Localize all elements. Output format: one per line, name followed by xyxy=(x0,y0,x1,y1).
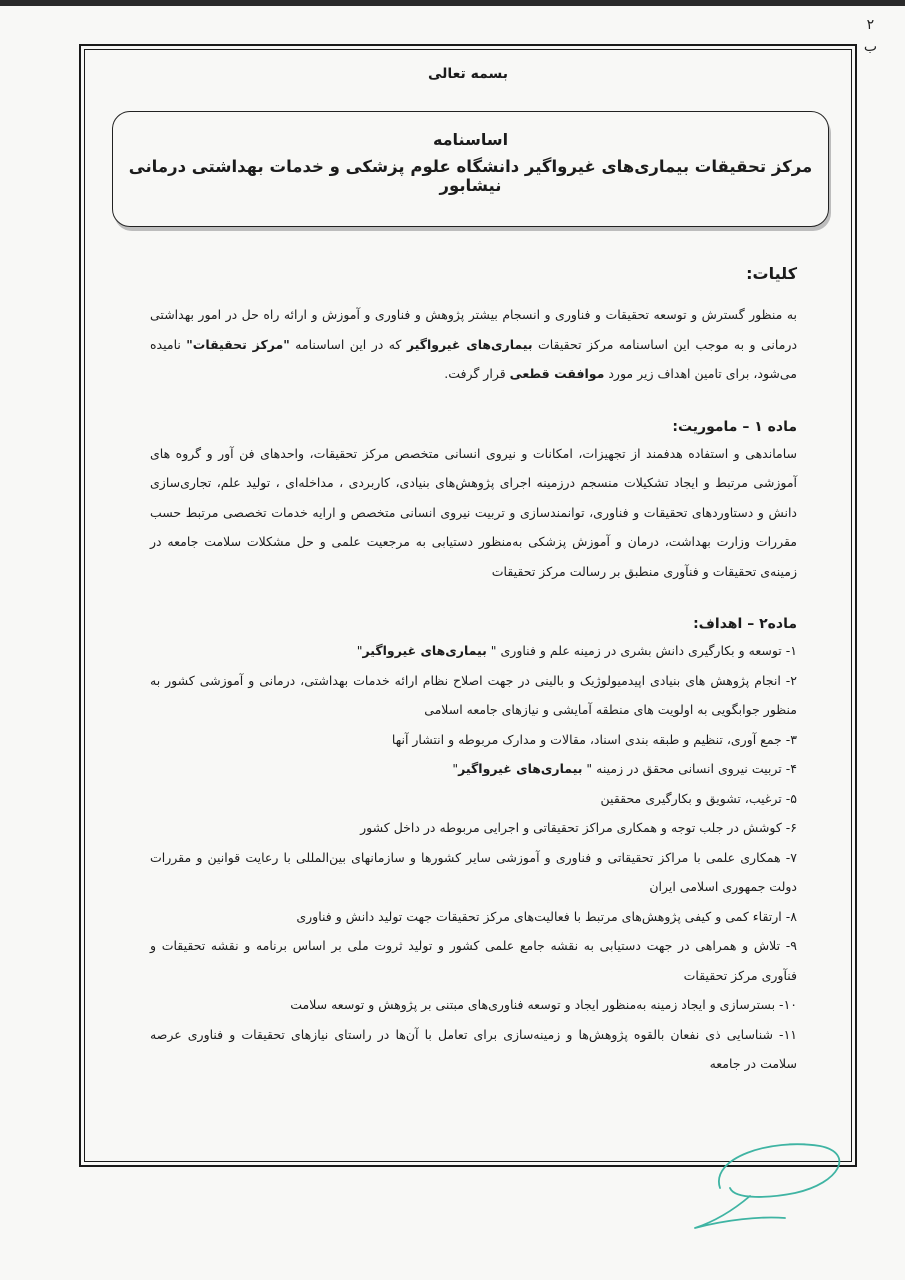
goal-text: ۵- ترغیب، تشویق و بکارگیری محققین xyxy=(600,790,797,806)
goal-item xyxy=(150,636,797,666)
goal-text: ۱۱- شناسایی ذی نفعان بالقوه پژوهش‌ها و زمینه‌سازی برای تعامل با آن‌ها در راستای نیازهای تحقیقات و فناوری عرصه سلامت در جامعه xyxy=(150,1026,797,1071)
document-subtitle: مرکز تحقیقات بیماری‌های غیرواگیر دانشگاه علوم پزشکی و خدمات بهداشتی درمانی نیشابور xyxy=(128,157,813,195)
general-text-4: قرار گرفت. xyxy=(444,366,510,381)
goal-text: ۹- تلاش و همراهی در جهت دستیابی به نقشه جامع علمی کشور و تولید ثروت ملی بر اساس برنامه و نقشه تحقیقات و فنآوری مرکز تحقیقات xyxy=(150,938,797,983)
margin-mark-top: ۲ xyxy=(866,17,875,33)
goal-item xyxy=(150,666,797,725)
goal-item xyxy=(150,725,797,755)
scan-top-edge xyxy=(0,0,905,6)
goal-text-end: " xyxy=(356,643,363,658)
title-box xyxy=(112,111,829,227)
article1-heading: ماده ۱ – ماموریت: xyxy=(672,418,797,435)
article1-text: ساماندهی و استفاده هدفمند از تجهیزات، امکانات و نیروی انسانی متخصص مرکز تحقیقات، واحدهای فن آور و گروه های آموزشی مرتبط و ایجاد تشکیلات منسجم درزمینه اجرای پژوهش‌های بنیادی، کاربردی ، مداخله‌ای ، تولید علم، تجاری‌سازی دانش و دستاوردهای تحقیقات و فناوری، توانمندسازی و تربیت نیروی انسانی متخصص و ارایه خدمات تخصصی مرتبط حسب مقررات وزارت بهداشت، درمان و آموزش پزشکی به‌منظور دستیابی به مرجعیت علمی و حل مشکلات سلامت جامعه در زمینه‌ی تحقیقات و فنآوری منطبق بر رسالت مرکز تحقیقات xyxy=(150,445,797,579)
goal-item xyxy=(150,990,797,1020)
article2-heading: ماده۲ – اهداف: xyxy=(693,616,797,632)
general-bold-1: بیماری‌های غیرواگیر xyxy=(406,336,533,352)
goal-text-end: " xyxy=(452,761,459,776)
goal-text: ۱- توسعه و بکارگیری دانش بشری در زمینه علم و فناوری " xyxy=(486,643,797,658)
margin-mark-bottom: ب xyxy=(863,39,877,55)
general-text-1: به منظور گسترش و توسعه تحقیقات و فناوری و انسجام بیشتر پژوهش و فناوری و آموزش و ارائه راه حل در امور بهداشتی درمانی و به موجب این اساسنامه مرکز تحقیقات xyxy=(150,307,798,352)
general-heading: کلیات: xyxy=(746,264,797,283)
general-text-3: نامیده می‌شود، برای تامین اهداف زیر مورد xyxy=(150,336,797,381)
goal-item xyxy=(150,784,797,814)
general-text-2: که در این اساسنامه xyxy=(289,336,407,352)
goal-item xyxy=(150,902,797,932)
goal-item xyxy=(150,754,797,784)
bismillah-heading: بسمه تعالی xyxy=(427,66,509,82)
goal-text: ۷- همکاری علمی با مراکز تحقیقاتی و فناوری و آموزشی سایر کشورها و سازمانهای بین‌المللی با رعایت قوانین و مقررات دولت جمهوری اسلامی ایران xyxy=(150,849,797,894)
goal-text: ۲- انجام پژوهش های بنیادی اپیدمیولوژیک و بالینی در جهت اصلاح نظام ارائه خدمات بهداشتی، درمانی و آموزشی کشور به منظور جوابگویی به اولویت های منطقه آمایشی و نیازهای جامعه اسلامی xyxy=(150,672,797,717)
goal-item xyxy=(150,843,797,902)
document-body xyxy=(150,262,797,1079)
goal-bold-text: بیماری‌های غیرواگیر xyxy=(458,761,583,776)
goal-item xyxy=(150,1020,797,1079)
margin-handwritten-marks xyxy=(864,14,877,58)
goal-text: ۱۰- بسترسازی و ایجاد زمینه به‌منظور ایجاد و توسعه فناوری‌های مبتنی بر پژوهش و توسعه سلامت xyxy=(290,997,797,1012)
general-paragraph xyxy=(150,300,797,389)
goal-text: ۶- کوشش در جلب توجه و همکاری مراکز تحقیقاتی و اجرایی مربوطه در داخل کشور xyxy=(360,820,797,835)
goal-item xyxy=(150,813,797,843)
document-title: اساسنامه xyxy=(432,130,509,149)
goal-text: ۴- تربیت نیروی انسانی محقق در زمینه " xyxy=(582,761,797,776)
general-bold-3: موافقت قطعی xyxy=(509,366,605,381)
goal-text: ۸- ارتقاء کمی و کیفی پژوهش‌های مرتبط با فعالیت‌های مرکز تحقیقات جهت تولید دانش و فناوری xyxy=(296,908,797,924)
goal-item xyxy=(150,931,797,990)
signature-mark xyxy=(690,1128,850,1238)
goal-text: ۳- جمع آوری، تنظیم و طبقه بندی اسناد، مقالات و مدارک مربوطه و انتشار آنها xyxy=(391,731,797,747)
general-bold-2: "مرکز تحقیقات" xyxy=(186,336,290,352)
goals-list xyxy=(150,636,797,1079)
goal-bold-text: بیماری‌های غیرواگیر xyxy=(362,643,487,658)
